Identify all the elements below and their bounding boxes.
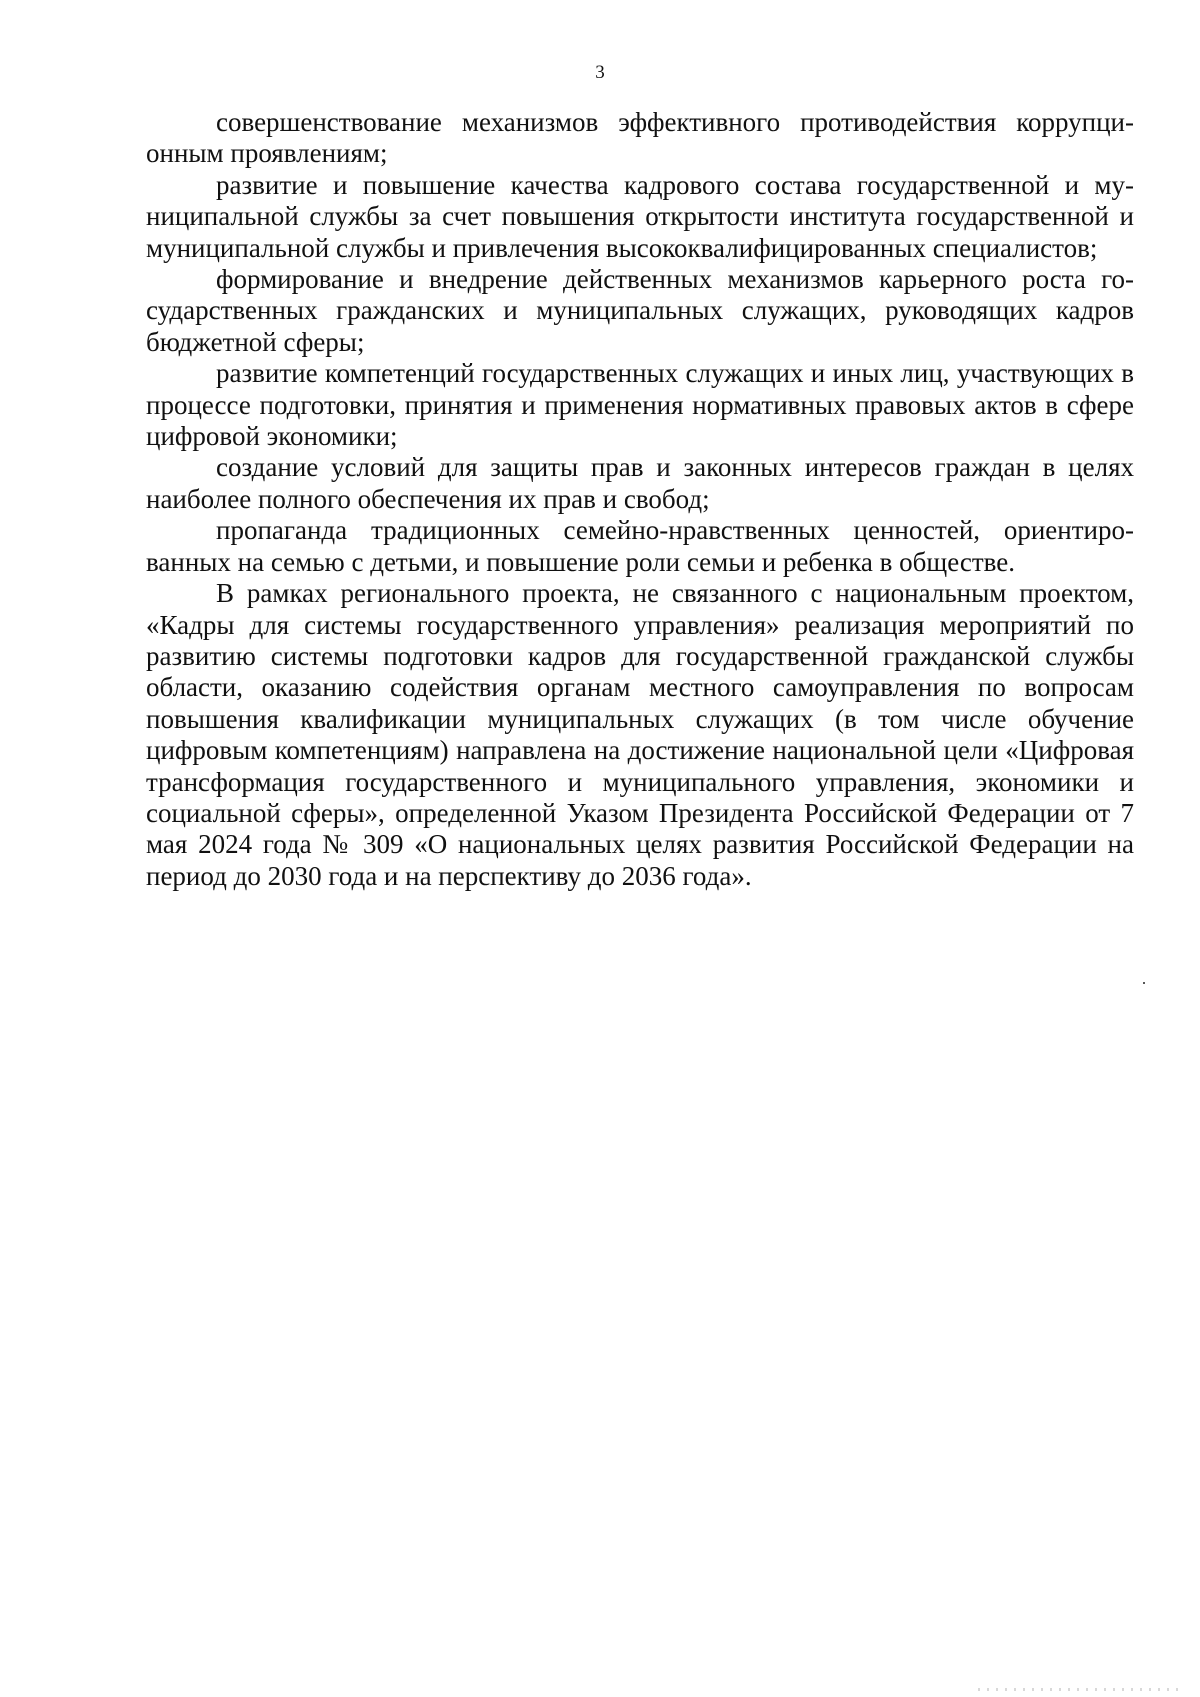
page-number: 3 xyxy=(595,62,605,83)
paragraph-digital-competencies: развитие компетенций государственных служащих и иных лиц, участвующих в процессе подготовки, принятия и применения нормативных правовых актов в сфере цифровой экономики; xyxy=(146,358,1134,452)
document-body xyxy=(146,107,1134,892)
paragraph-personnel-quality: развитие и повышение качества кадрового состава государственной и муниципальной службы за счет повышения открытости института государственной и муниципальной службы и привлечения высококвалифицированных специалистов; xyxy=(146,169,1134,263)
scan-artifact-marks xyxy=(978,1688,1178,1691)
paragraph-anticorruption: совершенствование механизмов эффективного противодействия коррупционным проявлениям; xyxy=(146,107,1134,169)
paragraph-career-growth: формирование и внедрение действенных механизмов карьерного роста государственных гражданских и муниципальных служащих, руководящих кадров бюджетной сферы; xyxy=(146,264,1134,357)
paragraph-family-values: пропаганда традиционных семейно-нравственных ценностей, ориентированных на семью с детьми, и повышение роли семьи и ребенка в обществе. xyxy=(146,515,1134,577)
scan-artifact-dot xyxy=(1143,982,1145,984)
paragraph-regional-project: В рамках регионального проекта, не связанного с национальным проектом, «Кадры для системы государственного управления» реализация мероприятий по развитию системы подготовки кадров для государственной гражданской службы области, оказанию содействия органам местного самоуправления по вопросам повышения квалификации муниципальных служащих (в том числе обучение цифровым компетенциям) направлена на достижение национальной цели «Цифровая трансформация государственного и муниципального управления, экономики и социальной сферы», определенной Указом Президента Российской Федерации от 7 мая 2024 года № 309 «О национальных целях развития Российской Федерации на период до 2030 года и на перспективу до 2036 года». xyxy=(146,578,1134,891)
paragraph-citizen-rights: создание условий для защиты прав и законных интересов граждан в целях наиболее полного обеспечения их прав и свобод; xyxy=(146,452,1134,514)
